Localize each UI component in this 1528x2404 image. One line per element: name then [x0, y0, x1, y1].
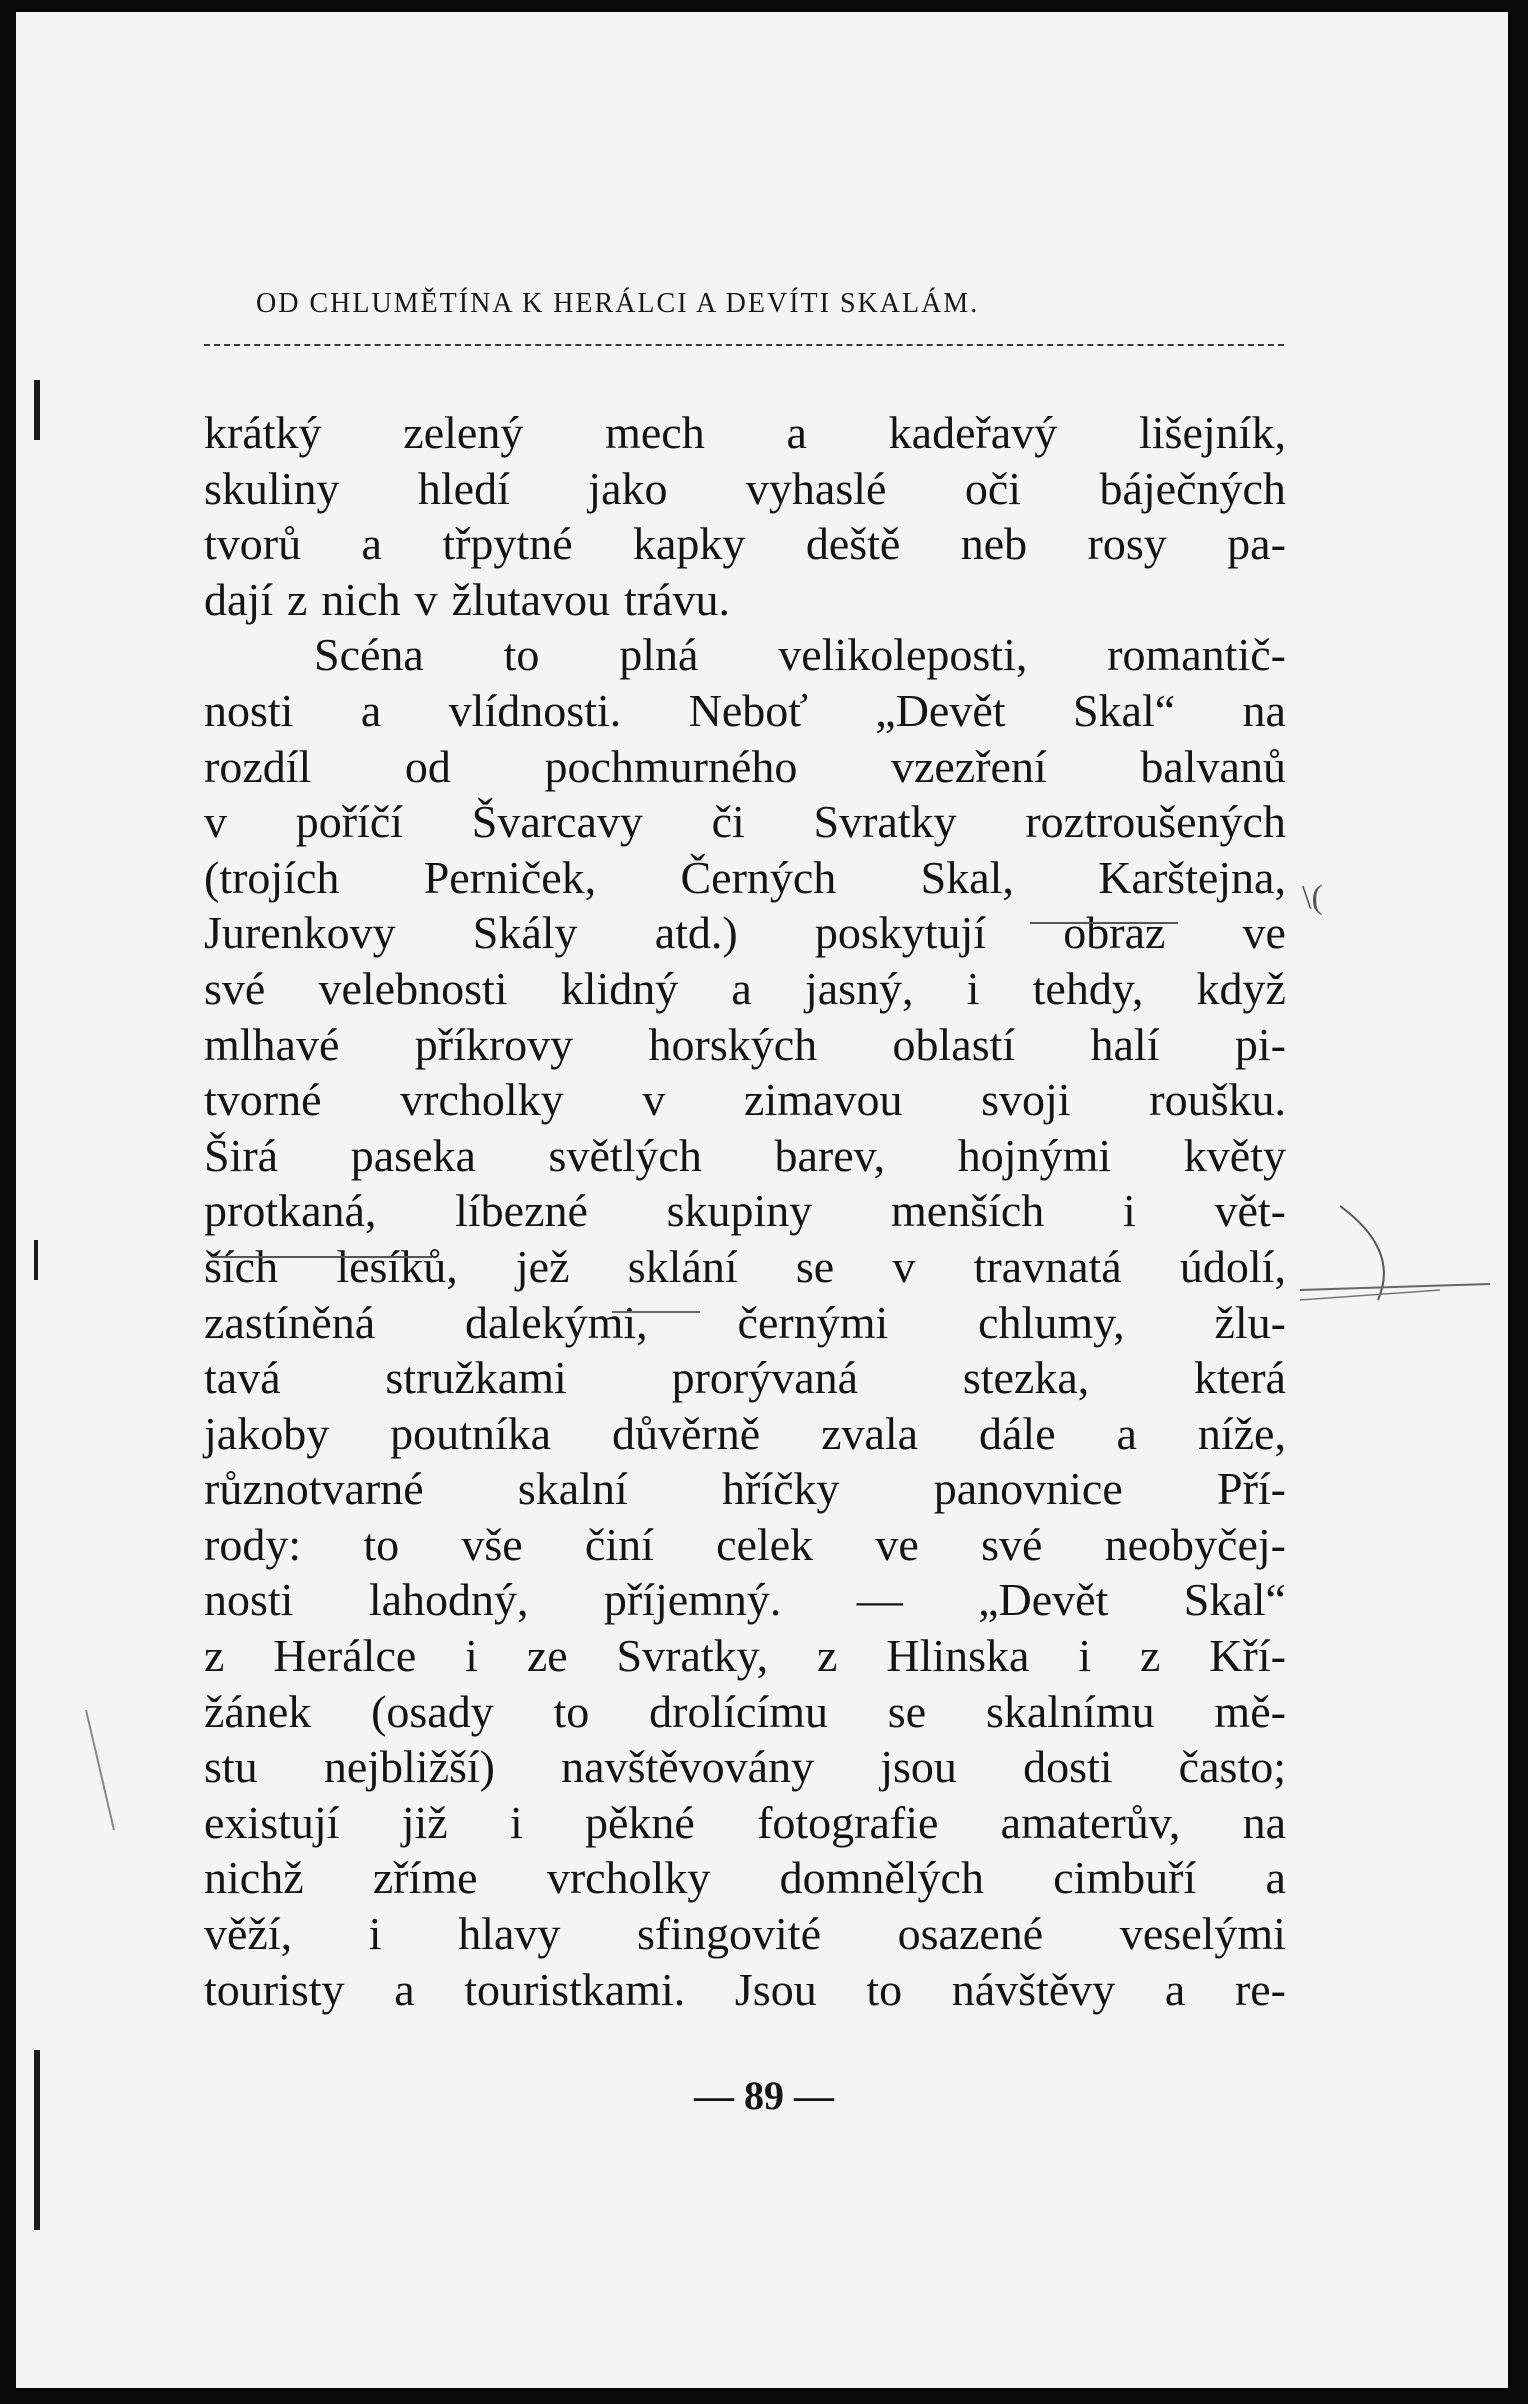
word: skuliny	[204, 462, 340, 514]
word: fotografie	[757, 1796, 939, 1848]
word: nejbližší)	[323, 1741, 496, 1793]
word: žlu-	[1214, 1296, 1286, 1348]
word: která	[1194, 1352, 1286, 1404]
word: mlhavé	[204, 1018, 340, 1070]
word: na	[1242, 1796, 1286, 1848]
word: protkaná,	[204, 1185, 377, 1237]
word: na	[1242, 684, 1286, 736]
word: i	[1078, 1630, 1092, 1682]
word: Švarcavy	[471, 796, 643, 848]
word: —	[856, 1574, 903, 1626]
word: rozdíl	[204, 740, 312, 792]
word: pa-	[1227, 518, 1286, 570]
margin-note: \(	[1302, 879, 1323, 916]
word: trávu.	[624, 573, 731, 625]
word: Perniček,	[423, 851, 597, 903]
word: skalnímu	[985, 1685, 1155, 1737]
word: svoji	[981, 1074, 1071, 1126]
word: vzezření	[890, 740, 1047, 792]
word: chlumy,	[978, 1296, 1125, 1348]
word: obraz	[1063, 907, 1166, 959]
running-title: OD CHLUMĚTÍNA K HERÁLCI A DEVÍTI SKALÁM.	[256, 288, 980, 319]
word: Skal“	[1183, 1574, 1286, 1626]
word: i	[368, 1908, 382, 1960]
word: deště	[805, 518, 901, 570]
word: v	[414, 573, 438, 625]
word: či	[711, 796, 745, 848]
word: tavá	[204, 1352, 281, 1404]
word: jakoby	[204, 1407, 330, 1459]
word: z	[817, 1630, 838, 1682]
word: v	[892, 1240, 916, 1292]
word: domnělých	[779, 1852, 984, 1904]
word: od	[404, 740, 451, 792]
word: i	[966, 962, 980, 1014]
word: z	[286, 573, 308, 625]
word: veselými	[1119, 1908, 1286, 1960]
word: „Devět	[875, 684, 1006, 736]
word: návštěvy	[951, 1963, 1116, 2015]
word: prorývaná	[671, 1352, 859, 1404]
binding-mark	[34, 1240, 38, 1280]
word: celek	[716, 1518, 814, 1570]
word: stezka,	[962, 1352, 1090, 1404]
word: i	[465, 1630, 478, 1682]
word: nosti	[204, 1574, 294, 1626]
margin-bracket-mark	[1340, 1206, 1384, 1300]
word: (trojích	[204, 851, 340, 903]
word: vyhaslé	[745, 462, 887, 514]
word: vše	[461, 1518, 523, 1570]
word: touristkami.	[464, 1963, 686, 2015]
word: (osady	[371, 1685, 494, 1737]
word: vět-	[1214, 1185, 1286, 1237]
word: navštěvovány	[561, 1741, 815, 1793]
word: tehdy,	[1032, 962, 1144, 1014]
word: oči	[964, 462, 1022, 514]
word: touristy	[204, 1963, 345, 2015]
word: nosti	[204, 684, 294, 736]
word: dosti	[1023, 1741, 1113, 1793]
word: Svratky,	[616, 1630, 769, 1682]
word: a	[1265, 1852, 1286, 1904]
word: to	[553, 1685, 590, 1737]
word: atd.)	[654, 907, 738, 959]
word: Skály	[472, 907, 578, 959]
word: báječných	[1099, 462, 1286, 514]
word: a	[360, 684, 382, 736]
word: z	[204, 1630, 225, 1682]
word: lesíků,	[336, 1240, 458, 1292]
word: rody:	[204, 1518, 302, 1570]
word: a	[1116, 1407, 1137, 1459]
word: Scéna	[314, 629, 424, 681]
word: i	[509, 1796, 523, 1848]
word: nich	[321, 573, 401, 625]
word: kapky	[633, 518, 746, 570]
word: dalekými,	[465, 1296, 648, 1348]
word: hlavy	[458, 1908, 561, 1960]
word: své	[981, 1518, 1043, 1570]
word: a	[394, 1963, 415, 2015]
word: a	[786, 407, 807, 458]
word: příkrovy	[414, 1018, 574, 1070]
word: nichž	[204, 1852, 304, 1904]
word: stu	[204, 1741, 258, 1793]
word: níže,	[1197, 1407, 1286, 1459]
word: věží,	[204, 1908, 293, 1960]
margin-arrow-line	[1300, 1284, 1490, 1290]
word: roztroušených	[1025, 796, 1286, 848]
word: skupiny	[666, 1185, 813, 1237]
word: různotvarné	[204, 1463, 424, 1515]
word: poutníka	[390, 1407, 552, 1459]
word: jasný,	[804, 962, 914, 1014]
word: paseka	[350, 1129, 476, 1181]
word: zvala	[821, 1407, 919, 1459]
word: roušku.	[1149, 1074, 1286, 1126]
word: příjemný.	[603, 1574, 782, 1626]
word: líbezné	[455, 1185, 588, 1237]
word: osazené	[897, 1908, 1044, 1960]
word: pi-	[1234, 1018, 1286, 1070]
word: rosy	[1087, 518, 1167, 570]
word: poříčí	[295, 796, 404, 848]
word: halí	[1090, 1018, 1160, 1070]
word: žánek	[204, 1685, 312, 1737]
word: tvorné	[204, 1074, 322, 1126]
word: lahodný,	[368, 1574, 529, 1626]
word: Černých	[680, 851, 837, 903]
word: a	[361, 518, 382, 570]
word: ve	[1242, 907, 1286, 959]
word: hříčky	[722, 1463, 840, 1515]
word: poskytují	[814, 907, 987, 959]
word: hojnými	[957, 1129, 1112, 1181]
word: žlutavou	[451, 573, 611, 625]
word: existují	[204, 1796, 340, 1848]
word: Jsou	[734, 1963, 817, 2015]
word: zastíněná	[204, 1296, 376, 1348]
word: menších	[891, 1185, 1045, 1237]
word: vlídnosti.	[448, 684, 622, 736]
word: důvěrně	[612, 1407, 761, 1459]
word: činí	[584, 1518, 654, 1570]
word: Pří-	[1216, 1463, 1286, 1515]
binding-mark	[34, 380, 40, 440]
word: zimavou	[744, 1074, 903, 1126]
word: a	[731, 962, 752, 1014]
word: když	[1196, 962, 1286, 1014]
word: pochmurného	[544, 740, 798, 792]
word: kadeřavý	[888, 407, 1058, 458]
word: travnatá	[973, 1240, 1122, 1292]
word: neb	[960, 518, 1028, 570]
word: tvorů	[204, 518, 302, 570]
word: vrcholky	[546, 1852, 711, 1904]
word: v	[204, 796, 227, 848]
word: jež	[515, 1240, 570, 1292]
word: Neboť	[688, 684, 808, 736]
word: Karštejna,	[1098, 851, 1286, 903]
word: zříme	[372, 1852, 478, 1904]
word: to	[503, 629, 540, 681]
word: z	[1139, 1630, 1161, 1682]
word: své	[204, 962, 266, 1014]
word: skalní	[517, 1463, 628, 1515]
binding-mark	[34, 2050, 40, 2230]
word: dále	[979, 1407, 1056, 1459]
word: se	[887, 1685, 927, 1737]
word: drolícímu	[649, 1685, 828, 1737]
word: „Devět	[978, 1574, 1109, 1626]
word: jsou	[880, 1741, 957, 1793]
word: to	[866, 1963, 903, 2015]
word: jako	[588, 462, 668, 514]
word: neobyčej-	[1104, 1518, 1286, 1570]
word: sfingovité	[637, 1908, 822, 1960]
word: Hlinska	[886, 1630, 1030, 1682]
word: to	[363, 1518, 400, 1570]
word: Skal“	[1072, 684, 1176, 736]
word: v	[642, 1074, 666, 1126]
word: vrcholky	[400, 1074, 564, 1126]
word: horských	[648, 1018, 818, 1070]
word: re-	[1234, 1963, 1286, 2015]
word: údolí,	[1179, 1240, 1286, 1292]
word: květy	[1183, 1129, 1286, 1181]
word: často;	[1178, 1741, 1286, 1793]
word: Svratky	[813, 796, 957, 848]
word: mě-	[1214, 1685, 1286, 1737]
word: a	[1164, 1963, 1186, 2015]
word: mech	[605, 407, 705, 458]
word: plná	[619, 629, 699, 681]
word: Jurenkovy	[204, 907, 396, 959]
word: Kří-	[1209, 1630, 1286, 1682]
word: dají	[204, 573, 273, 625]
word: amaterův,	[1000, 1796, 1181, 1848]
word: velikoleposti,	[778, 629, 1028, 681]
word: barev,	[774, 1129, 886, 1181]
word: stružkami	[385, 1352, 567, 1404]
word: lišejník,	[1139, 407, 1286, 458]
word: velebnosti	[318, 962, 508, 1014]
word: klidný	[560, 962, 679, 1014]
word: balvanů	[1140, 740, 1286, 792]
word: Skal,	[920, 851, 1014, 903]
word: se	[795, 1240, 835, 1292]
word: Širá	[204, 1129, 279, 1181]
word: třpytné	[442, 518, 573, 570]
word: i	[1122, 1185, 1136, 1237]
word: zelený	[403, 407, 524, 458]
faint-pencil-stroke	[86, 1710, 114, 1830]
word: Herálce	[273, 1630, 417, 1682]
word: již	[401, 1796, 448, 1848]
word: ších	[204, 1240, 279, 1292]
word: světlých	[548, 1129, 702, 1181]
page-number: — 89 —	[694, 2073, 834, 2118]
word: cimbuří	[1053, 1852, 1197, 1904]
word: romantič-	[1107, 629, 1286, 681]
word: sklání	[627, 1240, 738, 1292]
word: panovnice	[933, 1463, 1123, 1515]
word: pěkné	[584, 1796, 695, 1848]
margin-arrow-line-2	[1300, 1290, 1440, 1300]
word: černými	[737, 1296, 889, 1348]
word: ve	[875, 1518, 919, 1570]
word: krátký	[204, 407, 322, 458]
word: hledí	[417, 462, 510, 514]
word: oblastí	[892, 1018, 1016, 1070]
word: ze	[526, 1630, 568, 1682]
